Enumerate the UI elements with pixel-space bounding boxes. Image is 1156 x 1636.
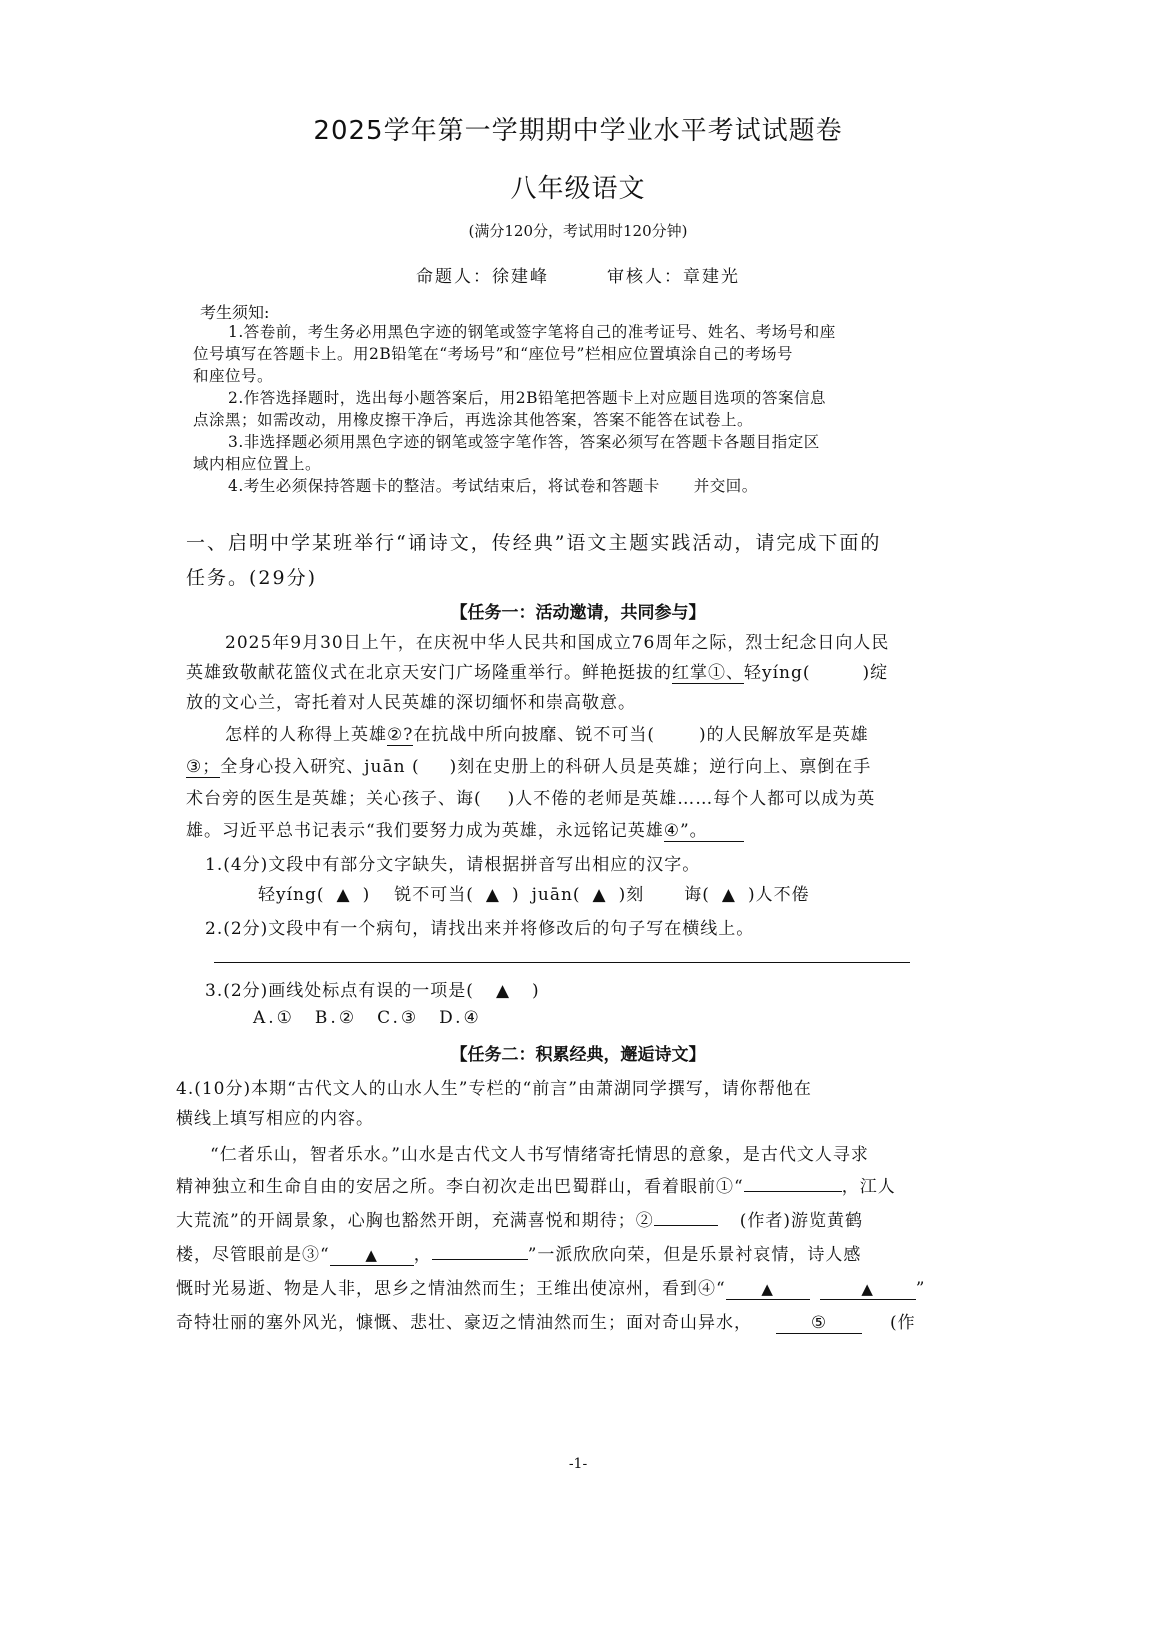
- notice-line: 1.答卷前，考生务必用黑色字迹的钢笔或签字笔将自己的准考证号、姓名、考场号和座: [228, 323, 836, 341]
- passage-text: 精神独立和生命自由的安居之所。李白初次走出巴蜀群山，看着眼前①“: [176, 1177, 744, 1197]
- passage-text: 在抗战中所向披靡、锐不可当(: [413, 725, 655, 745]
- question-2-stem: 2.(2分)文段中有一个病句，请找出来并将修改后的句子写在横线上。: [205, 919, 755, 939]
- notice-line: 位号填写在答题卡上。用2B铅笔在“考场号”和“座位号”栏相应位置填涂自己的考场号: [193, 345, 793, 363]
- passage-text: 楼，尽管眼前是③“: [176, 1245, 330, 1265]
- notice-line: [228, 474, 758, 496]
- answer-mark: ▲: [485, 885, 500, 905]
- passage-text: )绽: [862, 663, 889, 683]
- passage-line: 2025年9月30日上午，在庆祝中华人民共和国成立76周年之际，烈士纪念日向人民: [225, 633, 890, 653]
- answer-line: [214, 962, 910, 963]
- passage-text: ，江人: [841, 1177, 896, 1197]
- underlined-punct: ④”。: [664, 816, 744, 842]
- fill-blank-2: [654, 1209, 718, 1226]
- question-3-stem: [205, 976, 540, 1001]
- section-heading: 任务。(29分): [186, 567, 318, 589]
- passage-line: [176, 1172, 896, 1197]
- passage-text: (作者)游览黄鹤: [739, 1211, 863, 1231]
- setter: 命题人：徐建峰: [416, 267, 549, 287]
- passage-text: )刻在史册上的科研人员是英雄；逆行向上、禀倒在手: [449, 757, 872, 777]
- passage-line: [186, 816, 744, 842]
- notice-line-part: 并交回。: [693, 477, 758, 495]
- item-text: )刻: [618, 885, 645, 905]
- passage-line: [186, 658, 888, 684]
- option-c: C.③: [377, 1008, 420, 1028]
- item-text: 锐不可当(: [394, 885, 474, 905]
- passage-line: “仁者乐山，智者乐水。”山水是古代文人书写情绪寄托情思的意象，是古代文人寻求: [210, 1145, 869, 1165]
- score-note: (满分120分，考试用时120分钟): [468, 222, 688, 240]
- passage-text: 英雄致敬献花篮仪式在北京天安门广场隆重举行。鲜艳挺拔的: [186, 663, 672, 683]
- passage-text: 全身心投入研究、juān (: [220, 757, 420, 777]
- passage-text: )的人民解放军是英雄: [699, 725, 869, 745]
- fill-blank-3b: [432, 1243, 528, 1260]
- question-3-options: [253, 1008, 482, 1028]
- answer-mark: ▲: [365, 1246, 378, 1264]
- passage-line: 放的文心兰，寄托着对人民英雄的深切缅怀和崇高敬意。: [186, 693, 636, 713]
- item-text: ): [511, 885, 520, 905]
- notice-line: 域内相应位置上。: [193, 455, 322, 473]
- fill-blank-3a: [330, 1245, 414, 1266]
- notice-line: 和座位号。: [193, 367, 274, 385]
- passage-text: 大荒流”的开阔景象，心胸也豁然开朗，充满喜悦和期待；②: [176, 1211, 654, 1231]
- question-4-stem: 4.(10分)本期“古代文人的山水人生”专栏的“前言”由萧湖同学撰写，请你帮他在: [176, 1079, 812, 1099]
- option-b: B.②: [314, 1008, 358, 1028]
- answer-mark: ▲: [336, 885, 351, 905]
- exam-title: 2025学年第一学期期中学业水平考试试题卷: [313, 116, 843, 146]
- question-4-stem: 横线上填写相应的内容。: [176, 1109, 374, 1129]
- passage-text: ，: [413, 1245, 432, 1265]
- passage-line: [176, 1240, 861, 1266]
- passage-text: )人不倦的老师是英雄……每个人都可以成为英: [507, 789, 876, 809]
- answer-mark: ▲: [721, 885, 736, 905]
- question-1-stem: 1.(4分)文段中有部分文字缺失，请根据拼音写出相应的汉字。: [205, 855, 701, 875]
- passage-line: [176, 1206, 863, 1231]
- passage-text: ”: [915, 1279, 926, 1299]
- exam-subtitle: 八年级语文: [510, 174, 646, 204]
- underlined-punct: ②?: [387, 725, 414, 745]
- answer-mark: ▲: [495, 981, 511, 1001]
- passage-line: [186, 784, 875, 809]
- item-text: 轻yíng(: [258, 885, 325, 905]
- underlined-punct: 红掌①、: [672, 658, 744, 684]
- fill-blank-1: [744, 1175, 842, 1192]
- fill-blank-4a: [726, 1279, 810, 1300]
- underlined-punct: ③；: [186, 752, 220, 778]
- question-text: ): [532, 981, 540, 1001]
- authors-line: [0, 262, 1156, 287]
- option-d: D.④: [439, 1008, 482, 1028]
- question-text: 3.(2分)画线处标点有误的一项是(: [205, 981, 474, 1001]
- option-a: A.①: [253, 1008, 295, 1028]
- notice-line: 2.作答选择题时，选出每小题答案后，用2B铅笔把答题卡上对应题目选项的答案信息: [228, 389, 827, 407]
- question-1-items: [258, 880, 810, 905]
- notice-title: 考生须知:: [200, 303, 270, 322]
- page-number: -1-: [568, 1456, 588, 1472]
- passage-text: 慨时光易逝、物是人非，思乡之情油然而生；王维出使凉州，看到④“: [176, 1279, 726, 1299]
- item-text: juān(: [531, 885, 581, 905]
- passage-text: 奇特壮丽的塞外风光，慷慨、悲壮、豪迈之情油然而生；面对奇山异水，: [176, 1313, 752, 1333]
- passage-text: 怎样的人称得上英雄: [225, 725, 387, 745]
- answer-mark: ▲: [592, 885, 607, 905]
- passage-text: ”一派欣欣向荣，但是乐景衬哀情，诗人感: [527, 1245, 862, 1265]
- item-text: )人不倦: [747, 885, 810, 905]
- passage-text: 轻yíng(: [744, 663, 811, 683]
- passage-text: 雄。习近平总书记表示“我们要努力成为英雄，永远铭记英雄: [186, 821, 664, 841]
- section-heading: 一、启明中学某班举行“诵诗文，传经典”语文主题实践活动，请完成下面的: [186, 532, 882, 554]
- passage-text: (作: [890, 1313, 916, 1333]
- task-title: 【任务二：积累经典，邂逅诗文】: [450, 1045, 706, 1065]
- passage-text: 术台旁的医生是英雄；关心孩子、诲(: [186, 789, 482, 809]
- notice-line: 点涂黑；如需改动，用橡皮擦干净后，再选涂其他答案，答案不能答在试卷上。: [193, 411, 754, 429]
- item-text: 诲(: [684, 885, 710, 905]
- answer-mark: ▲: [761, 1280, 774, 1298]
- item-text: ): [362, 885, 371, 905]
- passage-line: [176, 1274, 925, 1300]
- notice-line: 3.非选择题必须用黑色字迹的钢笔或签字笔作答，答案必须写在答题卡各题目指定区: [228, 433, 820, 451]
- passage-line: [225, 720, 869, 746]
- notice-line-part: 4.考生必须保持答题卡的整洁。考试结束后，将试卷和答题卡: [228, 477, 660, 495]
- fill-blank-4b: [820, 1279, 916, 1300]
- reviewer: 审核人：章建光: [607, 267, 740, 287]
- fill-blank-5: [776, 1313, 862, 1334]
- blank-number: ⑤: [810, 1313, 828, 1333]
- answer-mark: ▲: [861, 1280, 874, 1298]
- passage-line: [176, 1308, 916, 1334]
- passage-line: [186, 752, 871, 778]
- task-title: 【任务一：活动邀请，共同参与】: [450, 603, 706, 623]
